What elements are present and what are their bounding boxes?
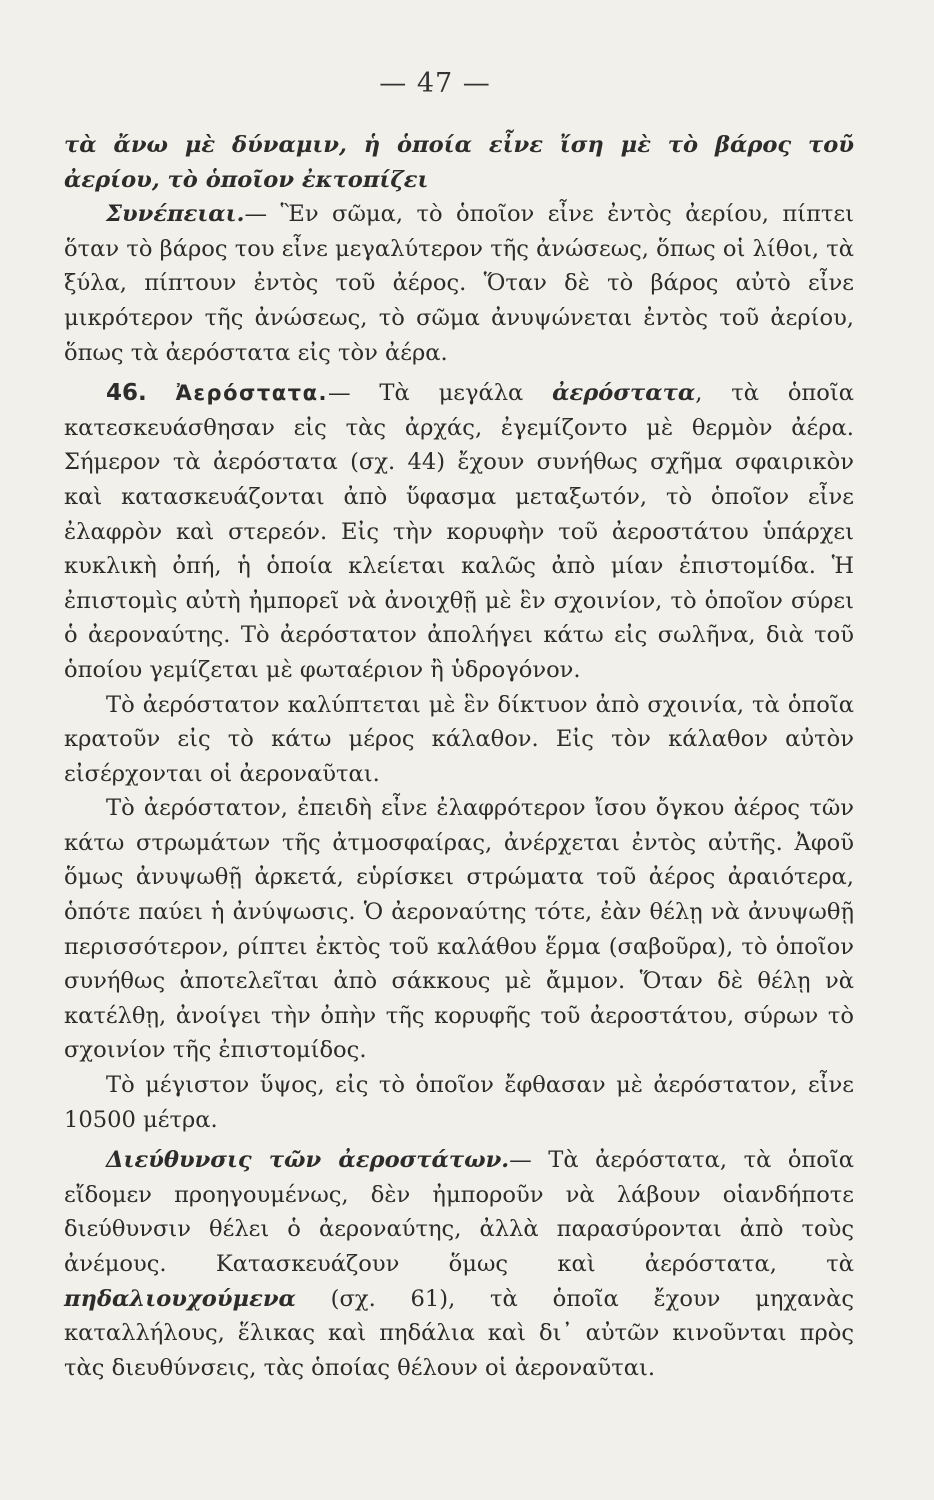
consequences-text: — Ἓν σῶμα, τὸ ὁποῖον εἶνε ἐντὸς ἀερίου, πίπτει ὅταν τὸ βάρος του εἶνε μεγαλύτερον τῆς ἀνώσεως, ὅπως οἱ λίθοι, τὰ ξύλα, πίπτουν ἐντὸς τοῦ ἀέρος. Ὅταν δὲ τὸ βάρος αὐτὸ εἶνε μικρότερον τῆς ἀνώσεως, τὸ σῶμα ἀνυψώνεται ἐντὸς τοῦ ἀερίου, ὅπως τὰ ἀερόστατα εἰς τὸν ἀέρα. <box>64 201 854 366</box>
section-text-2: , τὰ ὁποῖα κατεσκευάσθησαν εἰς τὰς ἀρχάς, ἐγεμίζοντο μὲ θερμὸν ἀέρα. Σήμερον τὰ ἀερόστατα (σχ. 44) ἔχουν συνήθως σχῆμα σφαιρικὸν καὶ κατασκευάζονται ἀπὸ ὕφασμα μεταξωτόν, τὸ ὁποῖον εἶνε ἐλαφρὸν καὶ στερεόν. Εἰς τὴν κορυφὴν τοῦ ἀεροστάτου ὑπάρχει κυκλικὴ ὀπή, ἡ ὁποία κλείεται καλῶς ἀπὸ μίαν ἐπιστομίδα. Ἡ ἐπιστομὶς αὐτὴ ἠμπορεῖ νὰ ἀνοιχθῇ μὲ ἓν σχοινίον, τὸ ὁποῖον σύρει ὁ ἀεροναύτης. Τὸ ἀερόστατον ἀπολήγει κάτω εἰς σωλῆνα, διὰ τοῦ ὁποίου γεμίζεται μὲ φωταέριον ἢ ὑδρογόνον. <box>64 380 854 683</box>
steering-heading: Διεύθυνσις τῶν ἀεροστάτων. <box>106 1147 510 1174</box>
steering-text-1: — Τὰ ἀερόστατα, τὰ ὁποῖα εἴδομεν προηγουμένως, δὲν ἠμποροῦν νὰ λάβουν οἱανδήποτε διεύθυνσιν θέλει ὁ ἀεροναύτης, ἀλλὰ παρασύρονται ἀπὸ τοὺς ἀνέμους. Κατασκευάζουν ὅμως καὶ ἀερόστατα, τὰ <box>64 1147 855 1277</box>
section-term: ἀερόστατα <box>552 380 696 407</box>
steering-paragraph <box>64 1143 854 1385</box>
section-number: 46. <box>106 380 147 407</box>
page-number: — 47 — <box>379 68 491 99</box>
consequences-heading: Συνέπειαι. <box>106 201 245 228</box>
section-text-1: — Τὰ μεγάλα <box>328 380 553 407</box>
paragraph-ascent: Τὸ ἀερόστατον, ἐπειδὴ εἶνε ἐλαφρότερον ἴσου ὄγκου ἀέρος τῶν κάτω στρωμάτων τῆς ἀτμοσφαίρας, ἀνέρχεται ἐντὸς αὐτῆς. Ἀφοῦ ὅμως ἀνυψωθῇ ἀρκετά, εὑρίσκει στρώματα τοῦ ἀέρος ἀραιότερα, ὁπότε παύει ἡ ἀνύψωσις. Ὁ ἀεροναύτης τότε, ἐὰν θέλῃ νὰ ἀνυψωθῇ περισσότερον, ρίπτει ἐκτὸς τοῦ καλάθου ἕρμα (σαβοῦρα), τὸ ὁποῖον συνήθως ἀποτελεῖται ἀπὸ σάκκους μὲ ἄμμον. Ὅταν δὲ θέλῃ νὰ κατέλθῃ, ἀνοίγει τὴν ὀπὴν τῆς κορυφῆς τοῦ ἀεροστάτου, σύρων τὸ σχοινίον τῆς ἐπιστομίδος. <box>64 795 854 1064</box>
steering-text-2: (σχ. 61), τὰ ὁποῖα ἔχουν μηχανὰς καταλλήλους, ἕλικας καὶ πηδάλια καὶ δι᾿ αὐτῶν κινοῦνται πρὸς τὰς διευθύνσεις, τὰς ὁποίας θέλουν οἱ ἀεροναῦται. <box>64 1285 854 1381</box>
consequences-paragraph <box>64 197 854 370</box>
paragraph-max-height: Τὸ μέγιστον ὕψος, εἰς τὸ ὁποῖον ἔφθασαν μὲ ἀερόστατον, εἶνε 10500 μέτρα. <box>64 1072 854 1133</box>
paragraph-basket: Τὸ ἀερόστατον καλύπτεται μὲ ἓν δίκτυον ἀπὸ σχοινία, τὰ ὁποῖα κρατοῦν εἰς τὸ κάτω μέρος κάλαθον. Εἰς τὸν κάλαθον αὐτὸν εἰσέρχονται οἱ ἀεροναῦται. <box>64 691 854 787</box>
section-title: Ἀερόστατα. <box>175 381 328 406</box>
section-46-paragraph <box>64 376 854 687</box>
steering-term: πηδαλιουχούμενα <box>64 1285 296 1312</box>
body-text <box>64 128 854 1385</box>
intro-paragraph <box>64 128 854 197</box>
intro-italic: τὰ ἄνω μὲ δύναμιν, ἡ ὁποία εἶνε ἴση μὲ τὸ βάρος τοῦ ἀερίου, τὸ ὁποῖον ἐκτοπίζει <box>64 132 854 193</box>
